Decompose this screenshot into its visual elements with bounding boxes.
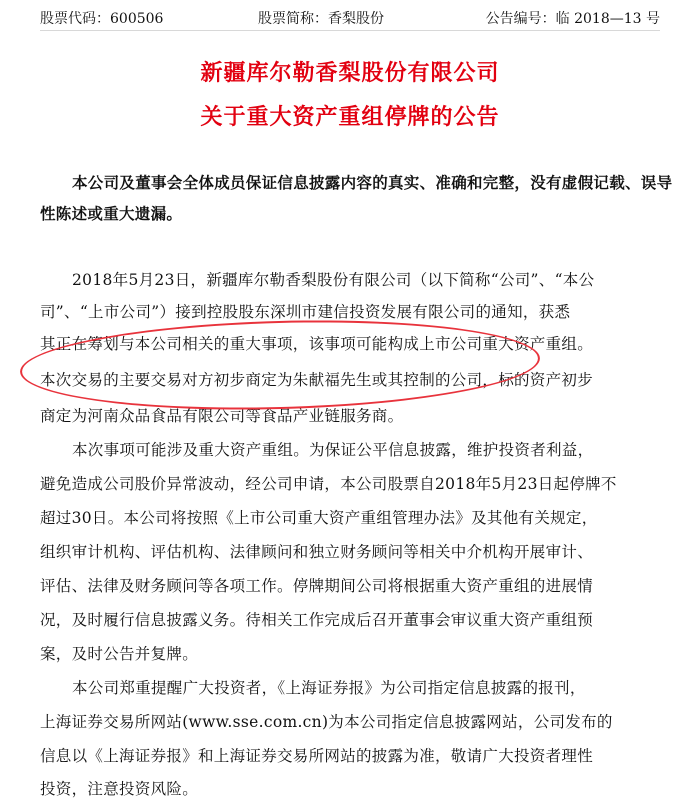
paragraph1-line: 其正在筹划与本公司相关的重大事项，该事项可能构成上市公司重大资产重组。 xyxy=(40,335,594,353)
paragraph3-line: 投资，注意投资风险。 xyxy=(40,780,199,798)
document-header xyxy=(40,8,660,31)
red-annotation-circle xyxy=(19,314,541,416)
title-announcement: 关于重大资产重组停牌的公告 xyxy=(200,105,500,130)
paragraph3-line: 本公司郑重提醒广大投资者，《上海证券报》为公司指定信息披露的报刊， xyxy=(72,679,586,697)
paragraph2-line: 组织审计机构、评估机构、法律顾问和独立财务顾问等相关中介机构开展审计、 xyxy=(40,543,594,561)
paragraph2-line: 本次事项可能涉及重大资产重组。为保证公平信息披露，维护投资者利益， xyxy=(72,441,594,459)
title-company: 新疆库尔勒香梨股份有限公司 xyxy=(200,61,500,86)
stock-name: 股票简称：香梨股份 xyxy=(258,11,384,27)
paragraph2-line: 况，及时履行信息披露义务。待相关工作完成后召开董事会审议重大资产重组预 xyxy=(40,611,594,629)
paragraph2-line: 超过30日。本公司将按照《上市公司重大资产重组管理办法》及其他有关规定， xyxy=(40,509,598,527)
paragraph2-line: 避免造成公司股价异常波动，经公司申请，本公司股票自2018年5月23日起停牌不 xyxy=(40,475,617,493)
paragraph1-line: 司”、“上市公司”）接到控股股东深圳市建信投资发展有限公司的通知，获悉 xyxy=(40,303,571,321)
paragraph3-line: 信息以《上海证券报》和上海证券交易所网站的披露为准，敬请广大投资者理性 xyxy=(40,747,594,765)
announcement-number: 公告编号：临 2018—13 号 xyxy=(485,11,660,27)
paragraph3-line: 上海证券交易所网站(www.sse.com.cn)为本公司指定信息披露网站，公司发布的 xyxy=(40,713,613,731)
paragraph2-line: 评估、法律及财务顾问等各项工作。停牌期间公司将根据重大资产重组的进展情 xyxy=(40,577,594,595)
paragraph1-line: 商定为河南众品食品有限公司等食品产业链服务商。 xyxy=(40,407,404,425)
stock-code: 股票代码：600506 xyxy=(40,11,164,27)
paragraph1-line: 本次交易的主要交易对方初步商定为朱献福先生或其控制的公司，标的资产初步 xyxy=(40,371,594,389)
paragraph2-line: 案，及时公告并复牌。 xyxy=(40,645,199,663)
statement-line: 性陈述或重大遗漏。 xyxy=(40,204,183,223)
paragraph1-line: 2018年5月23日，新疆库尔勒香梨股份有限公司（以下简称“公司”、“本公 xyxy=(72,271,595,289)
statement-line: 本公司及董事会全体成员保证信息披露内容的真实、准确和完整，没有虚假记载、误导 xyxy=(72,173,673,192)
